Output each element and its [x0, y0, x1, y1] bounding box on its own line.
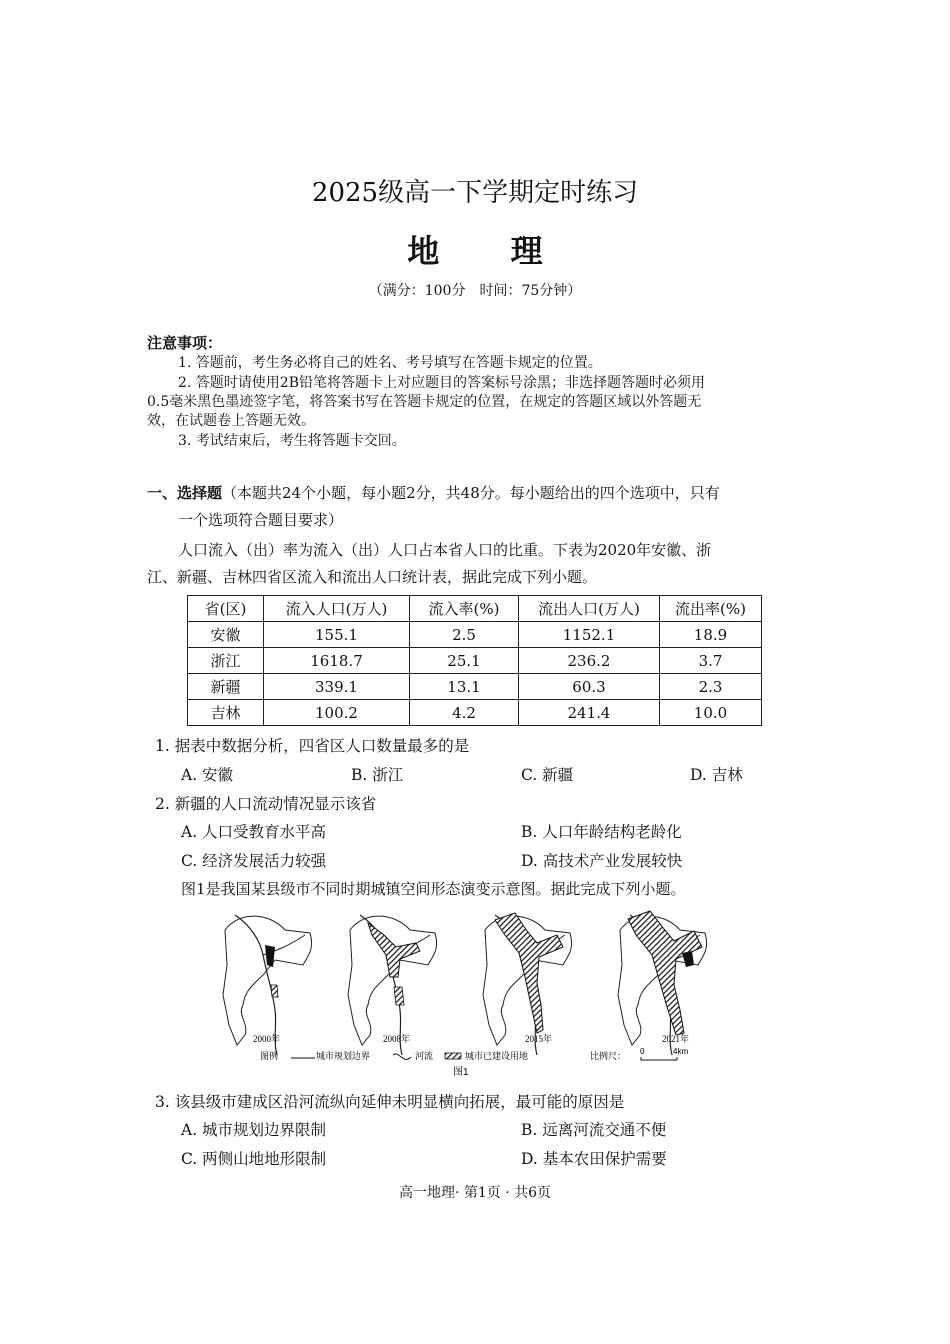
year-label: 2015年: [525, 1034, 553, 1044]
table-cell: 241.4: [519, 700, 660, 726]
notice-line: 2. 答题时请使用2B铅笔将答题卡上对应题目的答案标号涂黑；非选择题答题时必须用: [178, 375, 706, 391]
q1-option-b[interactable]: B. 浙江: [351, 766, 404, 784]
notice-line: 效，在试题卷上答题无效。: [147, 413, 315, 429]
table-cell: 2.3: [660, 674, 762, 700]
table-header: 流入人口(万人): [264, 596, 410, 622]
table-header: 省(区): [188, 596, 264, 622]
table-header: 流入率(%): [410, 596, 519, 622]
table-cell: 安徽: [188, 622, 264, 648]
built-legend-symbol: [445, 1053, 461, 1059]
q1-option-d[interactable]: D. 吉林: [690, 766, 743, 784]
question-1-stem: 1. 据表中数据分析，四省区人口数量最多的是: [155, 737, 470, 755]
year-label: 2008年: [383, 1034, 411, 1044]
table-cell: 1618.7: [264, 648, 410, 674]
table-cell: 1152.1: [519, 622, 660, 648]
q3-option-a[interactable]: A. 城市规划边界限制: [181, 1121, 327, 1139]
year-label: 2021年: [662, 1034, 690, 1044]
section-desc-2: 一个选项符合题目要求）: [178, 511, 344, 529]
population-table: [187, 595, 762, 726]
scale-bar: [641, 1057, 677, 1060]
notice-line: 0.5毫米黑色墨迹签字笔，将答案书写在答题卡规定的位置，在规定的答题区域以外答题无: [147, 394, 702, 410]
table-header-row: [188, 596, 762, 622]
table-row: [188, 622, 762, 648]
table-cell: 4.2: [410, 700, 519, 726]
year-label: 2000年: [253, 1034, 281, 1044]
intro-line: 江、新疆、吉林四省区流入和流出人口统计表，据此完成下列小题。: [147, 568, 598, 586]
figure-1-urban-evolution: [215, 905, 715, 1080]
scale-zero: 0: [640, 1047, 645, 1056]
question-2-stem: 2. 新疆的人口流动情况显示该省: [155, 795, 377, 813]
table-header: 流出率(%): [660, 596, 762, 622]
table-cell: 13.1: [410, 674, 519, 700]
table-cell: 236.2: [519, 648, 660, 674]
exam-title: 2025级高一下学期定时练习: [311, 178, 639, 208]
question-3-stem: 3. 该县级市建成区沿河流纵向延伸未明显横向拓展，最可能的原因是: [155, 1093, 625, 1111]
section-title: 一、选择题: [147, 484, 223, 502]
q3-option-d[interactable]: D. 基本农田保护需要: [521, 1150, 667, 1168]
scale-value: 4km: [673, 1047, 689, 1056]
scale-label: 比例尺：: [590, 1051, 627, 1061]
table-cell: 18.9: [660, 622, 762, 648]
page-footer: 高一地理· 第1页 · 共6页: [398, 1185, 552, 1201]
figure-caption: 图1: [453, 1067, 469, 1078]
table-cell: 吉林: [188, 700, 264, 726]
section-desc: （本题共24个小题，每小题2分，共48分。每小题给出的四个选项中，只有: [222, 484, 720, 502]
table-cell: 155.1: [264, 622, 410, 648]
q3-option-c[interactable]: C. 两侧山地地形限制: [181, 1150, 327, 1168]
table-row: [188, 700, 762, 726]
table-cell: 60.3: [519, 674, 660, 700]
legend-boundary-text: 城市规划边界: [316, 1051, 371, 1061]
exam-meta: （满分：100分 时间：75分钟）: [368, 283, 582, 299]
legend-label: 图例: [260, 1051, 279, 1061]
intro-line: 人口流入（出）率为流入（出）人口占本省人口的比重。下表为2020年安徽、浙: [178, 541, 712, 559]
table-row: [188, 674, 762, 700]
table-cell: 25.1: [410, 648, 519, 674]
q2-option-b[interactable]: B. 人口年龄结构老龄化: [521, 823, 682, 841]
q2-option-c[interactable]: C. 经济发展活力较强: [181, 852, 327, 870]
table-cell: 10.0: [660, 700, 762, 726]
q1-option-a[interactable]: A. 安徽: [181, 766, 234, 784]
notice-heading: 注意事项：: [147, 334, 223, 352]
table-cell: 2.5: [410, 622, 519, 648]
q2-option-a[interactable]: A. 人口受教育水平高: [181, 823, 327, 841]
table-cell: 新疆: [188, 674, 264, 700]
table-cell: 100.2: [264, 700, 410, 726]
section-heading: [147, 482, 720, 503]
notice-line: 1. 答题前，考生务必将自己的姓名、考号填写在答题卡规定的位置。: [178, 355, 602, 371]
legend-built-text: 城市已建设用地: [465, 1051, 529, 1061]
table-header: 流出人口(万人): [519, 596, 660, 622]
notice-line: 3. 考试结束后，考生将答题卡交回。: [178, 433, 406, 449]
q3-option-b[interactable]: B. 远离河流交通不便: [521, 1121, 667, 1139]
q2-option-d[interactable]: D. 高技术产业发展较快: [521, 852, 683, 870]
table-cell: 339.1: [264, 674, 410, 700]
subject-title: 地 理: [407, 232, 573, 270]
q1-option-c[interactable]: C. 新疆: [521, 766, 574, 784]
table-cell: 3.7: [660, 648, 762, 674]
figure-intro: 图1是我国某县级市不同时期城镇空间形态演变示意图。据此完成下列小题。: [181, 880, 686, 898]
legend-river-text: 河流: [415, 1051, 434, 1061]
table-row: [188, 648, 762, 674]
table-cell: 浙江: [188, 648, 264, 674]
